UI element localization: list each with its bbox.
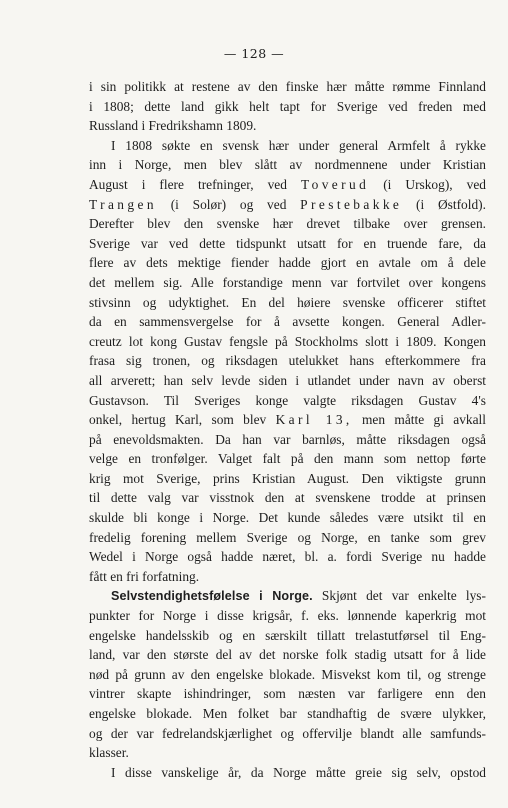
- text-line: inn i Norge, men blev slått av nordmennene under Kristian: [89, 157, 486, 173]
- place-name-toverud: Toverud: [300, 176, 370, 192]
- text-line: Gustavson. Til Sveriges konge valgte riksdagen Gustav 4's: [89, 392, 486, 408]
- text-fragment: August i flere trefninger, ved: [89, 176, 287, 192]
- text-line: stivsinn og udyktighet. En del høiere svenske officerer stiftet: [89, 294, 486, 310]
- text-fragment: men måtte gi avkall: [362, 412, 486, 428]
- text-line: velge en tronfølger. Valget falt på den mann som nettop førte: [89, 451, 486, 467]
- body-text: [89, 77, 486, 782]
- text-line: I disse vanskelige år, da Norge måtte greie sig selv, opstod: [111, 764, 486, 780]
- text-line: punkter for Norge i disse krigsår, f. eks. lønnende kaperkrig mot: [89, 608, 486, 624]
- text-line: [89, 175, 486, 195]
- text-fragment: (i Østfold).: [416, 196, 486, 212]
- place-name-prestebakke: Prestebakke: [300, 196, 403, 212]
- text-line: vintrer skapte ishindringer, som næsten var farligere enn den: [89, 686, 486, 702]
- section-heading: Selvstendighetsfølelse i Norge.: [111, 589, 313, 604]
- text-line: da en sammensvergelse for å avsette kongen. General Adler-: [89, 314, 486, 330]
- text-line: krig mot Sverige, prins Kristian August. Den viktigste grunn: [89, 470, 486, 486]
- text-line: i sin politikk at restene av den finske hær måtte rømme Finnland: [89, 79, 486, 94]
- text-line: fått en fri forfatning.: [89, 568, 200, 584]
- text-line: nød på grunn av den engelske blokade. Misvekst kom til, og strenge: [89, 666, 486, 682]
- text-line: creutz lot kong Gustav fengsle på Stockholms slott i 1809. Kongen: [89, 333, 486, 349]
- text-line: det mellem sig. Alle forstandige menn var fortvilet over kongens: [89, 274, 486, 290]
- page-number: — 128 —: [223, 46, 285, 61]
- text-line: [89, 586, 486, 606]
- text-line: engelske handelsskib og en særskilt tillatt trelastutførsel til Eng-: [89, 627, 486, 643]
- text-line: Russland i Fredrikshamn 1809.: [89, 118, 257, 134]
- text-line: Sverige var ved dette tidspunkt utsatt for en truende fare, da: [89, 235, 486, 251]
- text-line: og der var fedrelandskjærlighet og offervilje blandt alle samfunds-: [89, 725, 486, 741]
- text-line: [89, 410, 486, 430]
- place-name-trangen: Trangen: [89, 196, 157, 212]
- text-fragment: (i Urskog), ved: [383, 176, 486, 192]
- text-fragment: Skjønt det var enkelte lys-: [321, 588, 486, 604]
- text-line: [89, 195, 486, 215]
- text-line: på enevoldsmakten. Da han var barnløs, måtte riksdagen også: [89, 431, 486, 447]
- text-line: frasa sig tronen, og riksdagen utelukket hans efterkommere fra: [89, 353, 486, 369]
- text-line: skulde bli konge i Norge. Det kunde således være utsikt til en: [89, 510, 486, 526]
- text-line: land, var den største del av det norske folk stadig utsatt for å lide: [89, 647, 486, 663]
- text-line: Wedel i Norge også hadde næret, bl. a. fordi Sverige nu hadde: [89, 549, 486, 565]
- king-name-karl: Karl 13,: [275, 412, 353, 428]
- text-line: engelske blokade. Men folket bar standhaftig de svære ulykker,: [89, 706, 486, 721]
- text-line: i 1808; dette land gikk helt tapt for Sverige ved freden med: [89, 98, 486, 114]
- text-line: I 1808 søkte en svensk hær under general Armfelt å rykke: [111, 137, 486, 153]
- text-line: Derefter blev den svenske hær drevet tilbake over grensen.: [89, 216, 486, 232]
- text-line: til dette valg var visstnok den at svenskene trodde at prinsen: [89, 490, 486, 506]
- text-fragment: onkel, hertug Karl, som blev: [89, 412, 267, 428]
- text-line: fredelig forening mellem Sverige og Norge, en tanke som grev: [89, 529, 486, 545]
- text-line: flere av dets mektige fiender hadde gjort en avtale om å dele: [89, 255, 486, 271]
- text-line: all arverett; han selv levde siden i utlandet under navn av oberst: [89, 372, 486, 388]
- text-fragment: (i Solør) og ved: [170, 196, 287, 212]
- text-line: klasser.: [89, 745, 129, 761]
